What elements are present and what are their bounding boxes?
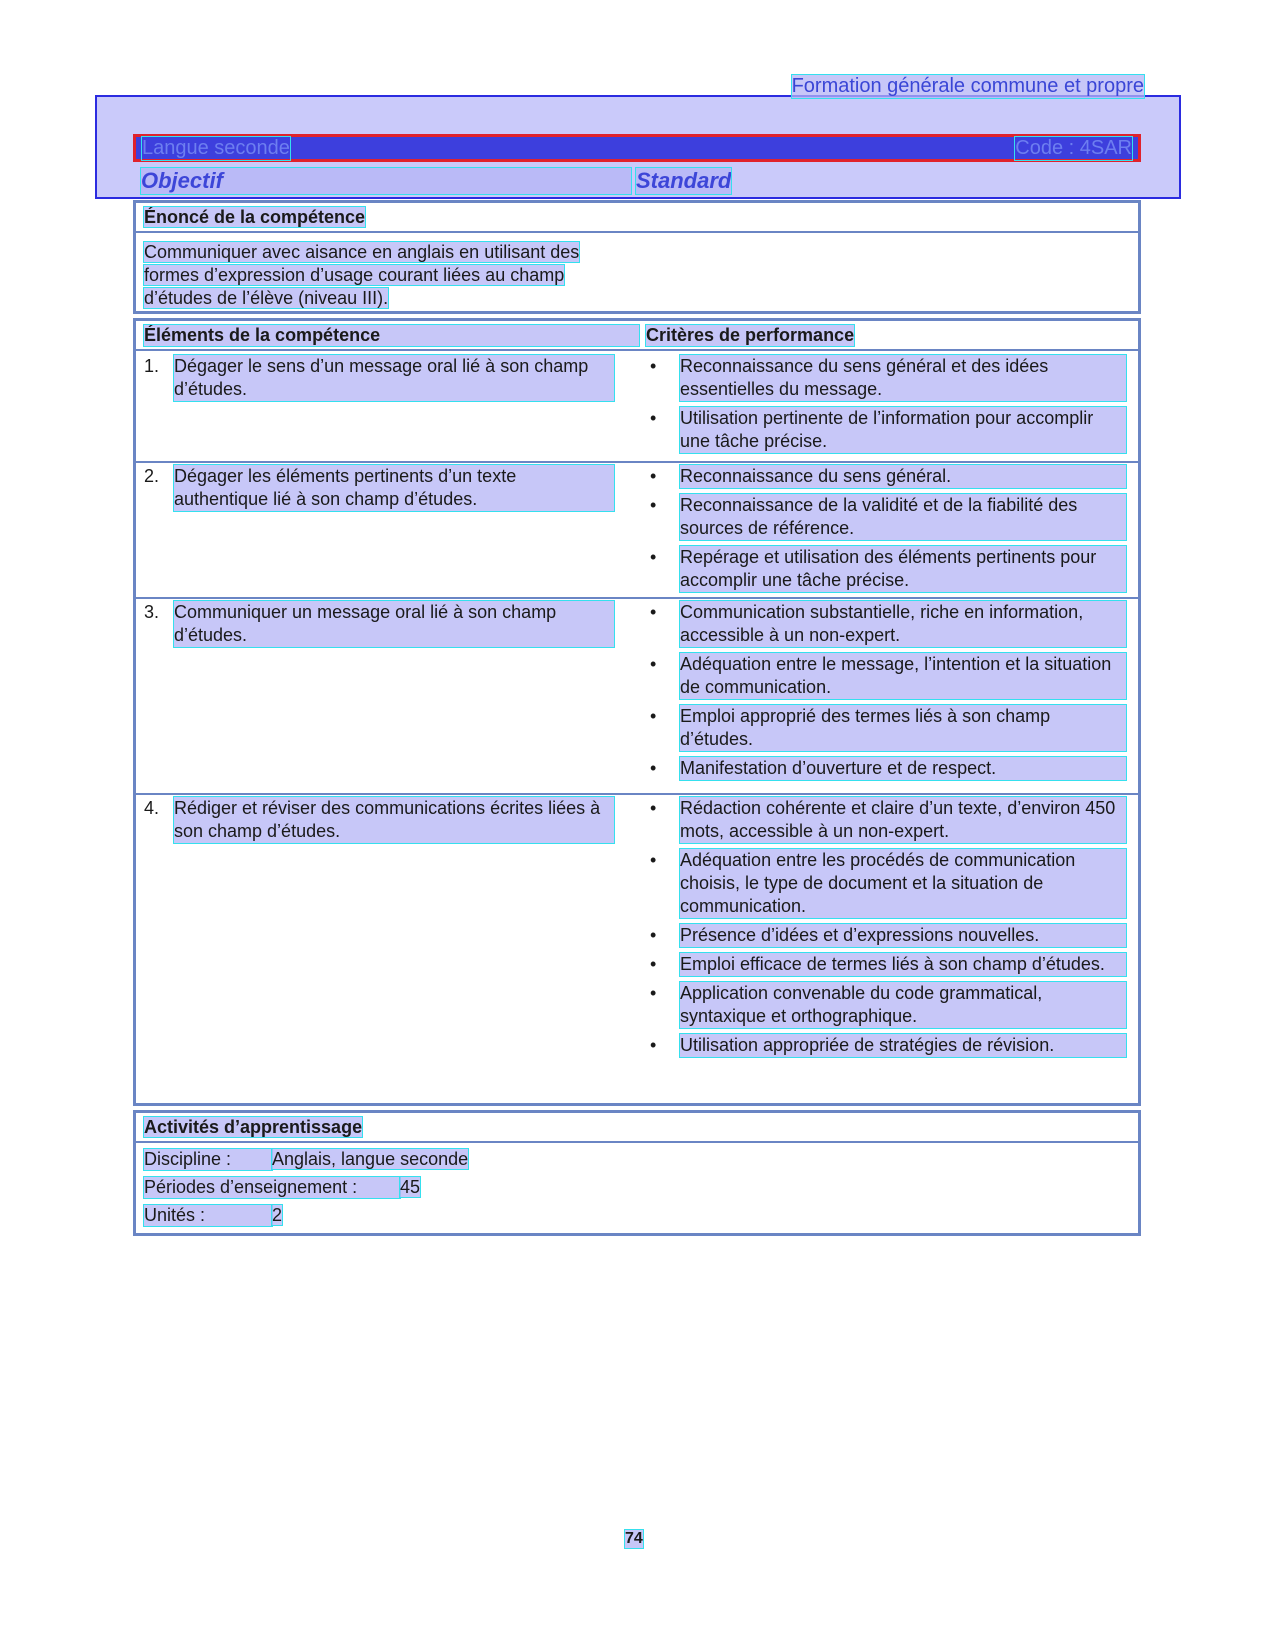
- competency-statement-box: [133, 200, 1141, 314]
- criterion-item: • Reconnaissance du sens général et des idées essentielles du message.: [646, 355, 1126, 401]
- learning-activities-box: [133, 1110, 1141, 1236]
- criterion-item: • Présence d’idées et d’expressions nouvelles.: [646, 924, 1126, 947]
- units-label: Unités :: [144, 1205, 272, 1226]
- element-row-4: [136, 793, 1138, 1101]
- criterion-item: • Reconnaissance du sens général.: [646, 465, 1126, 488]
- competency-statement-heading: Énoncé de la compétence: [144, 207, 366, 227]
- units-value: 2: [272, 1205, 283, 1225]
- bullet-icon: •: [650, 983, 657, 1003]
- criterion-item: • Reconnaissance de la validité et de la fiabilité des sources de référence.: [646, 494, 1126, 540]
- criterion-item: • Utilisation pertinente de l’information pour accomplir une tâche précise.: [646, 407, 1126, 453]
- bullet-icon: •: [650, 706, 657, 726]
- criterion-item: • Emploi efficace de termes liés à son champ d’études.: [646, 953, 1126, 976]
- element-row-1: [136, 351, 1138, 463]
- element-row-3: [136, 597, 1138, 795]
- criterion-item: • Communication substantielle, riche en information, accessible à un non-expert.: [646, 601, 1126, 647]
- discipline-label: Discipline :: [144, 1149, 272, 1170]
- criterion-item: • Adéquation entre le message, l’intention et la situation de communication.: [646, 653, 1126, 699]
- course-code-bar: [133, 134, 1141, 162]
- element-number: 2.: [144, 466, 160, 486]
- program-title: Formation générale commune et propre: [791, 75, 1144, 97]
- bullet-icon: •: [650, 758, 657, 778]
- criterion-item: • Adéquation entre les procédés de communication choisis, le type de document et la situation de communication.: [646, 849, 1126, 918]
- units-line: [144, 1205, 282, 1226]
- bullet-icon: •: [650, 495, 657, 515]
- objective-label: Objectif: [141, 168, 631, 194]
- criterion-item: • Emploi approprié des termes liés à son champ d’études.: [646, 705, 1126, 751]
- criterion-item: • Rédaction cohérente et claire d’un texte, d’environ 450 mots, accessible à un non-expert.: [646, 797, 1126, 843]
- bullet-icon: •: [650, 547, 657, 567]
- criterion-item: • Manifestation d’ouverture et de respect.: [646, 757, 1126, 780]
- competency-statement-text: Communiquer avec aisance en anglais en utilisant des formes d’expression d’usage courant liées au champ d’études de l’élève (niveau III).: [144, 242, 580, 308]
- bullet-icon: •: [650, 798, 657, 818]
- bullet-icon: •: [650, 602, 657, 622]
- periods-label: Périodes d’enseignement :: [144, 1177, 400, 1198]
- element-text: Dégager le sens d’un message oral lié à son champ d’études.: [174, 355, 614, 401]
- standard-label: Standard: [636, 168, 732, 193]
- criteria-heading: Critères de performance: [646, 325, 855, 345]
- element-number: 3.: [144, 602, 160, 622]
- bullet-icon: •: [650, 408, 657, 428]
- criterion-item: • Repérage et utilisation des éléments pertinents pour accomplir une tâche précise.: [646, 546, 1126, 592]
- bullet-icon: •: [650, 925, 657, 945]
- element-text: Communiquer un message oral lié à son champ d’études.: [174, 601, 614, 647]
- bullet-icon: •: [650, 654, 657, 674]
- element-number: 4.: [144, 798, 160, 818]
- bullet-icon: •: [650, 954, 657, 974]
- element-number: 1.: [144, 356, 160, 376]
- learning-activities-heading: Activités d’apprentissage: [144, 1117, 363, 1137]
- competency-elements-table: [133, 318, 1141, 1106]
- element-text: Rédiger et réviser des communications écrites liées à son champ d’études.: [174, 797, 614, 843]
- elements-heading: Éléments de la compétence: [144, 325, 639, 346]
- periods-line: [144, 1177, 420, 1198]
- bullet-icon: •: [650, 466, 657, 486]
- discipline-line: [144, 1149, 468, 1170]
- bullet-icon: •: [650, 356, 657, 376]
- discipline-value: Anglais, langue seconde: [272, 1149, 469, 1169]
- course-code: Code : 4SAR: [1015, 136, 1132, 159]
- element-row-2: [136, 461, 1138, 599]
- bullet-icon: •: [650, 850, 657, 870]
- element-text: Dégager les éléments pertinents d’un texte authentique lié à son champ d’études.: [174, 465, 614, 511]
- criterion-item: • Utilisation appropriée de stratégies de révision.: [646, 1034, 1126, 1057]
- subject-label: Langue seconde: [142, 136, 290, 159]
- periods-value: 45: [400, 1177, 421, 1197]
- criterion-item: • Application convenable du code grammatical, syntaxique et orthographique.: [646, 982, 1126, 1028]
- bullet-icon: •: [650, 1035, 657, 1055]
- page-number: 74: [625, 1530, 643, 1547]
